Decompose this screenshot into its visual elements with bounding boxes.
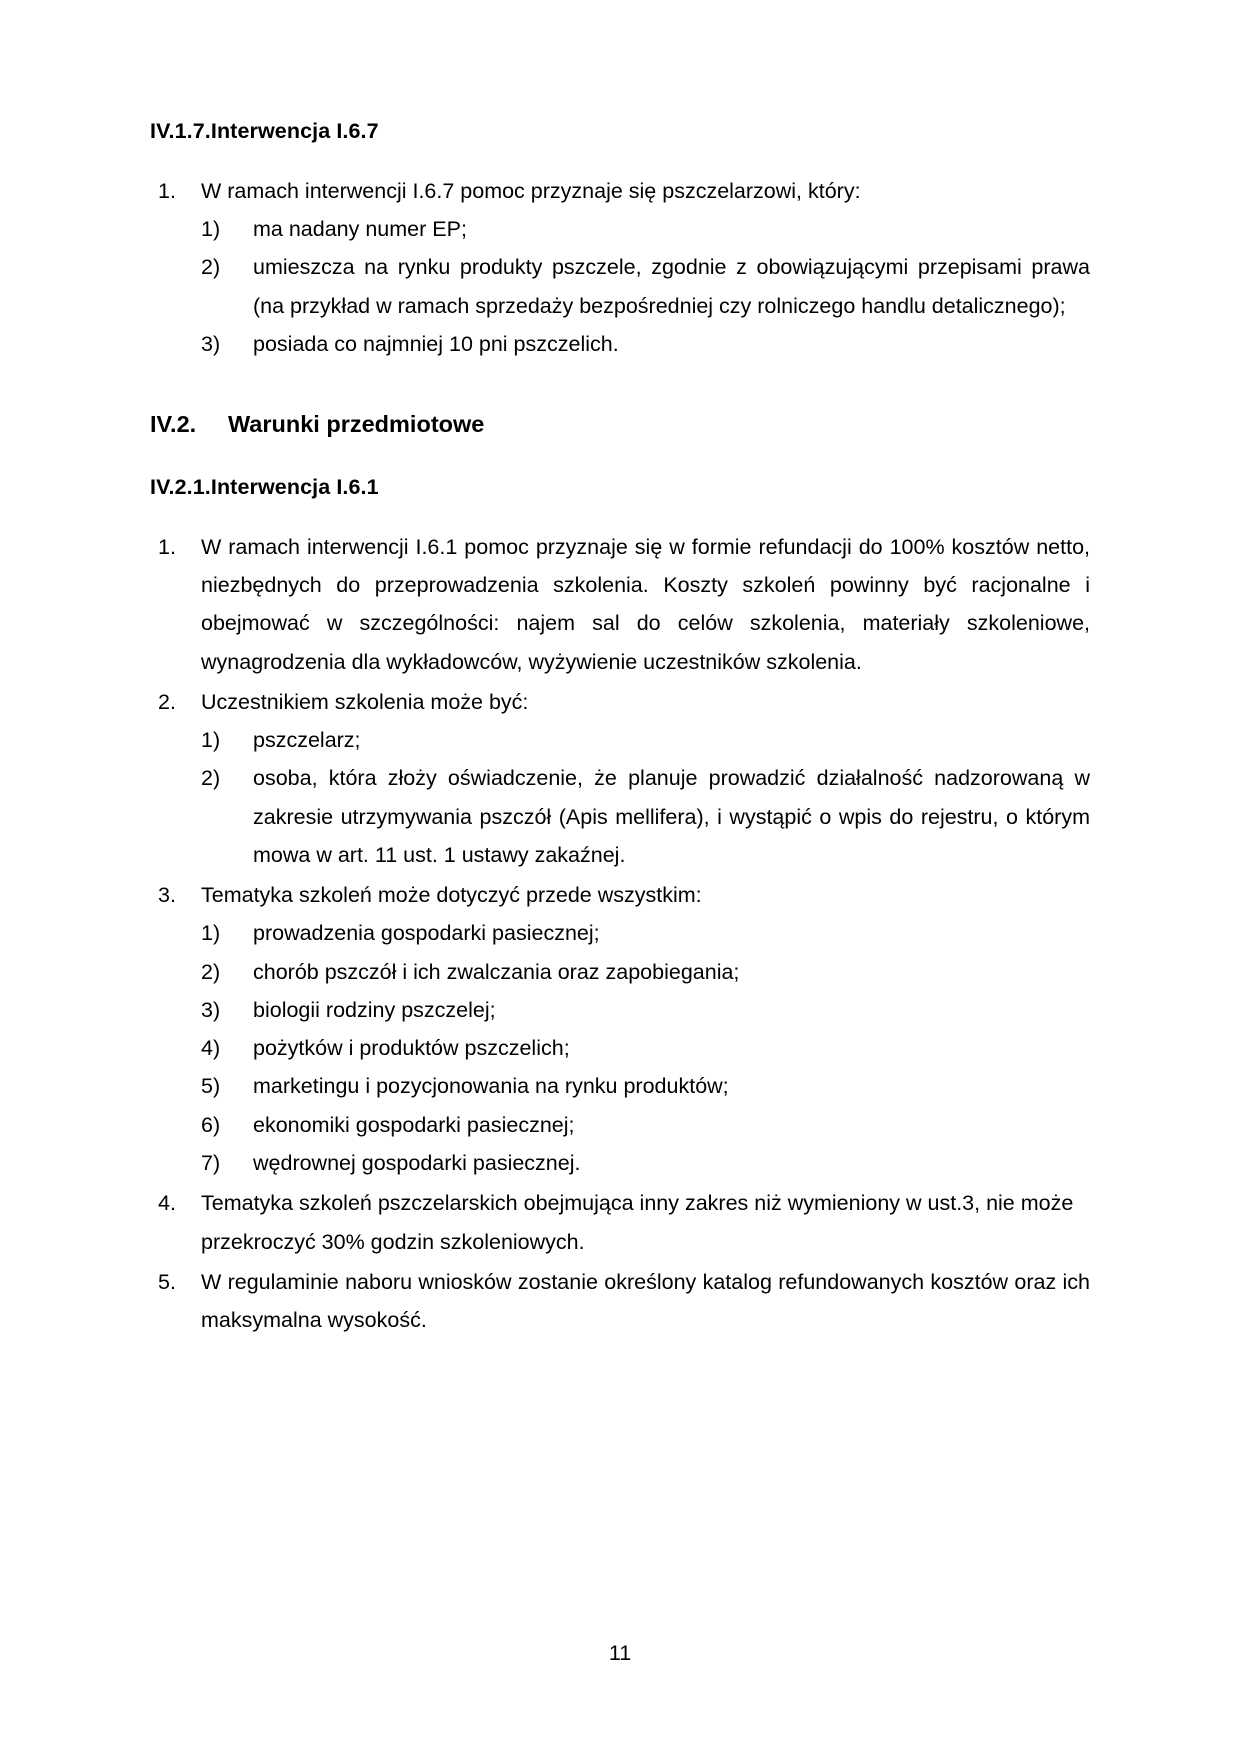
list-item: [150, 1184, 1090, 1261]
list-marker: 3): [201, 997, 221, 1022]
list-item-text: marketingu i pozycjonowania na rynku produktów;: [253, 1074, 729, 1099]
list-marker: 1): [201, 728, 221, 753]
list-item: [150, 172, 1090, 363]
list-item-text: Uczestnikiem szkolenia może być:: [201, 689, 529, 714]
list-item: [201, 991, 1090, 1029]
list-marker: 5): [201, 1074, 221, 1099]
list-marker: 3.: [158, 883, 176, 908]
section-heading-iv-2-number: IV.2.: [150, 411, 197, 438]
list-item: [201, 325, 1090, 363]
list-item: [150, 876, 1090, 1182]
list-item-text: prowadzenia gospodarki pasiecznej;: [253, 921, 600, 946]
list-item: [201, 759, 1090, 874]
list-item-text: W ramach interwencji I.6.1 pomoc przyznaje się w formie refundacji do 100% kosztów netto, niezbędnych do przeprowadzenia szkolenia. Koszty szkoleń powinny być racjonalne i obejmować w szczególności: najem sal do celów szkolenia, materiały szkoleniowe, wynagrodzenia dla wykładowców, wyżywienie uczestników szkolenia.: [201, 534, 1090, 674]
list-marker: 2): [201, 959, 221, 984]
list-marker: 3): [201, 332, 221, 356]
list-item: [201, 210, 1090, 248]
list-item: [201, 248, 1090, 325]
list-marker: 2): [201, 255, 221, 280]
section-heading-iv-2-title: Warunki przedmiotowe: [228, 411, 485, 438]
sublist-tematyka: [201, 914, 1090, 1182]
list-item: [150, 1263, 1090, 1340]
list-item: [201, 914, 1090, 952]
list-marker: 6): [201, 1112, 221, 1137]
sublist-uczestnik: [201, 721, 1090, 874]
page-number: 11: [608, 1641, 632, 1665]
list-item: [201, 1144, 1090, 1182]
list-item-text: posiada co najmniej 10 pni pszczelich.: [253, 332, 619, 356]
list-item-text: wędrownej gospodarki pasiecznej.: [253, 1151, 581, 1175]
list-item-text: Tematyka szkoleń może dotyczyć przede wszystkim:: [201, 883, 702, 908]
list-item: [201, 1029, 1090, 1067]
list-item-text: ekonomiki gospodarki pasiecznej;: [253, 1112, 575, 1137]
list-item-text: pożytków i produktów pszczelich;: [253, 1036, 570, 1061]
list-marker: 5.: [158, 1269, 176, 1294]
list-item-text: Tematyka szkoleń pszczelarskich obejmująca inny zakres niż wymieniony w ust.3, nie może przekroczyć 30% godzin szkoleniowych.: [201, 1191, 1074, 1254]
list-item: [150, 528, 1090, 681]
list-item-text: pszczelarz;: [253, 728, 361, 753]
section-heading-iv-2: [150, 409, 1090, 440]
list-item: [201, 1067, 1090, 1105]
list-item: [201, 721, 1090, 759]
list-item-text: W regulaminie naboru wniosków zostanie określony katalog refundowanych kosztów oraz ich maksymalna wysokość.: [201, 1269, 1090, 1333]
list-iv-2-1: [150, 528, 1090, 1340]
list-iv-1-7: [150, 172, 1090, 363]
list-marker: 2.: [158, 689, 176, 714]
sublist-iv-1-7: [201, 210, 1090, 363]
list-item-text: biologii rodziny pszczelej;: [253, 997, 496, 1022]
list-item-text: osoba, która złoży oświadczenie, że planuje prowadzić działalność nadzorowaną w zakresie utrzymywania pszczół (Apis mellifera), i wystąpić o wpis do rejestru, o którym mowa w art. 11 ust. 1 ustawy zakaźnej.: [253, 766, 1090, 867]
list-item: [201, 953, 1090, 991]
list-marker: 1.: [158, 534, 176, 559]
section-heading-iv-1-7: IV.1.7.Interwencja I.6.7: [150, 119, 379, 143]
list-item-text: chorób pszczół i ich zwalczania oraz zapobiegania;: [253, 959, 740, 984]
list-marker: 1): [201, 921, 221, 946]
list-marker: 7): [201, 1151, 221, 1175]
list-marker: 1.: [158, 178, 176, 203]
list-item: [150, 683, 1090, 874]
list-marker: 2): [201, 766, 221, 791]
list-item: [201, 1106, 1090, 1144]
list-item-text: umieszcza na rynku produkty pszczele, zgodnie z obowiązującymi przepisami prawa (na przykład w ramach sprzedaży bezpośredniej czy rolniczego handlu detalicznego);: [253, 255, 1090, 318]
list-marker: 4.: [158, 1191, 176, 1216]
section-heading-iv-2-1: IV.2.1.Interwencja I.6.1: [150, 474, 379, 499]
list-marker: 1): [201, 217, 221, 242]
list-item-text: W ramach interwencji I.6.7 pomoc przyznaje się pszczelarzowi, który:: [201, 178, 861, 203]
list-item-text: ma nadany numer EP;: [253, 217, 467, 242]
list-marker: 4): [201, 1036, 221, 1061]
